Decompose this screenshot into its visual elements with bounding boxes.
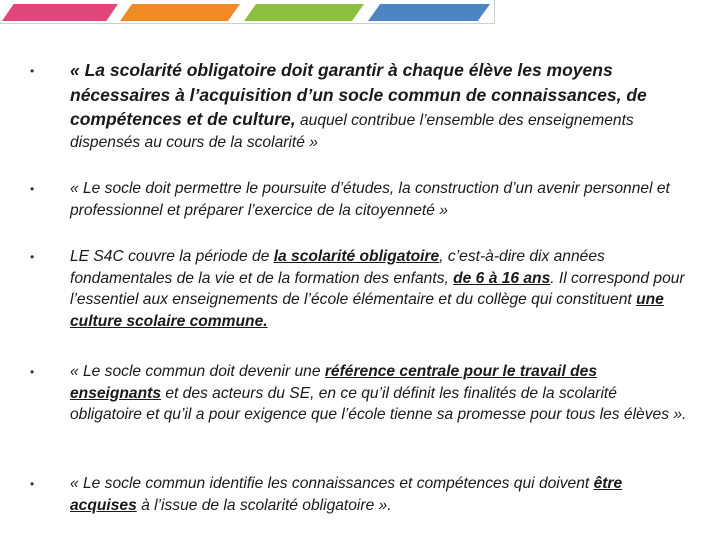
green-stripe <box>244 4 364 21</box>
bullet-text-4 <box>70 361 692 426</box>
bullet-text-2: « Le socle doit permettre le poursuite d’études, la construction d’un avenir personnel et professionnel et préparer l’exercice de la citoyenneté » <box>70 180 670 219</box>
text-run: . Il correspond pour l’essentiel aux enseignements de l’école élémentaire et du collège qui constituent <box>70 269 685 308</box>
emphasis-run: une culture scolaire commune. <box>70 291 664 330</box>
blue-stripe <box>368 4 490 21</box>
bullet-icon: • <box>30 365 35 379</box>
quote-tail: auquel contribue l’ensemble des enseignements dispensés au cours de la scolarité » <box>70 112 634 151</box>
pink-stripe <box>2 4 118 21</box>
text-run: « Le socle commun identifie les connaissances et compétences qui doivent <box>70 475 594 492</box>
bullet-icon: • <box>30 477 35 491</box>
header-rule <box>0 23 494 24</box>
text-run: à l’issue de la scolarité obligatoire ». <box>136 496 392 514</box>
emphasis-run: de 6 à 16 ans <box>453 269 551 287</box>
bullet-text-1 <box>70 58 692 153</box>
bullet-text-3 <box>70 246 692 332</box>
text-run: « Le socle commun doit devenir une <box>70 363 325 380</box>
bullet-text-5 <box>70 473 692 516</box>
emphasis-run: être acquises <box>70 475 623 514</box>
header-decoration <box>0 0 720 30</box>
text-run: LE S4C couvre la période de <box>70 248 274 265</box>
quote-bold: « La scolarité obligatoire doit garantir à chaque élève les moyens nécessaires à l’acquisition d’un socle commun de connaissances, de compétences et de culture, <box>70 60 647 129</box>
header-rule-end <box>494 0 495 24</box>
bullet-icon: • <box>30 250 35 264</box>
emphasis-run: référence centrale pour le travail des enseignants <box>70 363 598 402</box>
orange-stripe <box>120 4 240 21</box>
text-run: et des acteurs du SE, en ce qu’il définit les finalités de la scolarité obligatoire et qu’il a pour exigence que l’école tienne sa promesse pour tous les élèves ». <box>70 384 687 423</box>
text-run: , c’est-à-dire dix années fondamentales de la vie et de la formation des enfants, <box>70 248 605 287</box>
bullet-icon: • <box>30 182 35 196</box>
emphasis-run: la scolarité obligatoire <box>273 248 440 265</box>
bullet-icon: • <box>30 64 35 78</box>
